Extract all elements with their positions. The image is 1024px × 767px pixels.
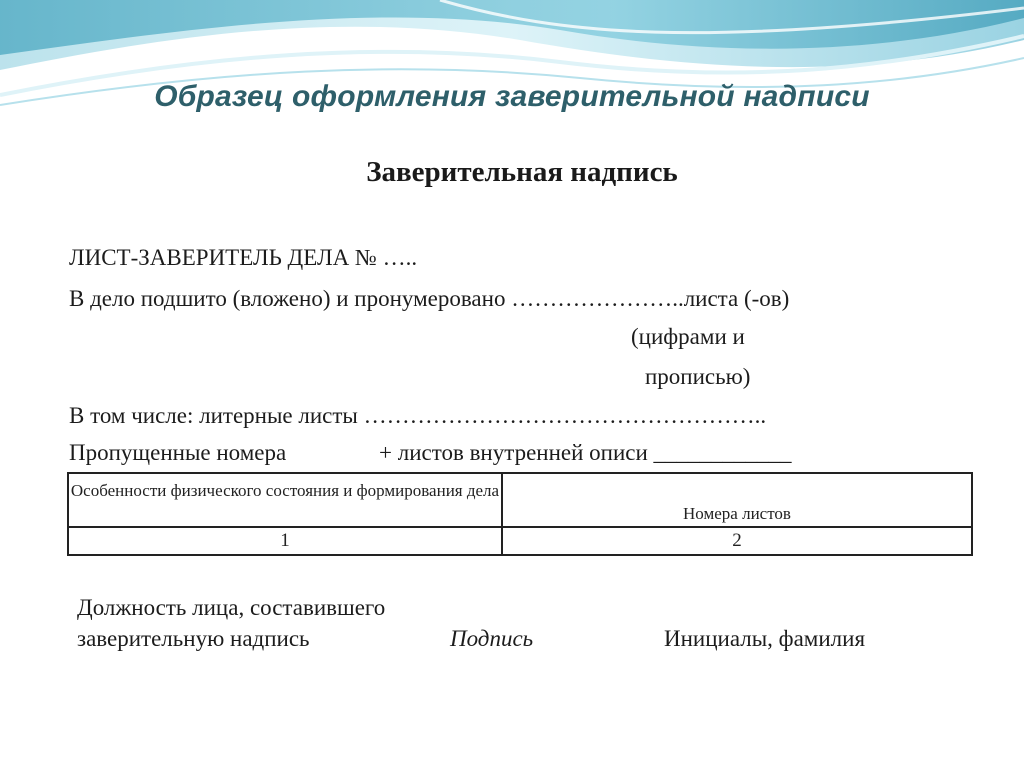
table-header-sheet-numbers: Номера листов	[502, 473, 972, 527]
table-header-condition: Особенности физического состояния и формирования дела	[68, 473, 502, 527]
table-column-number: 2	[502, 527, 972, 555]
position-label-line2: заверительную надпись	[77, 626, 310, 651]
position-label-line1: Должность лица, составившего	[77, 595, 386, 620]
table-column-number: 1	[68, 527, 502, 555]
digits-note: (цифрами и	[631, 324, 745, 349]
missing-numbers-label: Пропущенные номера	[69, 440, 287, 465]
condition-table	[67, 472, 973, 556]
inventory-sheets-label: + листов внутренней описи ____________	[379, 440, 792, 465]
signature-label: Подпись	[450, 626, 534, 651]
filed-sheets-line: В дело подшито (вложено) и пронумеровано …………………..листа (-ов)	[69, 286, 790, 311]
table-header-row	[68, 473, 972, 527]
sheet-number-line: ЛИСТ-ЗАВЕРИТЕЛЬ ДЕЛА № …..	[69, 245, 418, 270]
lettered-sheets-line: В том числе: литерные листы ……………………………………………..	[69, 403, 767, 428]
table-row	[68, 527, 972, 555]
words-note: прописью)	[645, 364, 751, 389]
slide-title: Образец оформления заверительной надписи	[154, 80, 870, 113]
initials-surname-label: Инициалы, фамилия	[664, 626, 866, 651]
document-heading: Заверительная надпись	[366, 156, 678, 188]
